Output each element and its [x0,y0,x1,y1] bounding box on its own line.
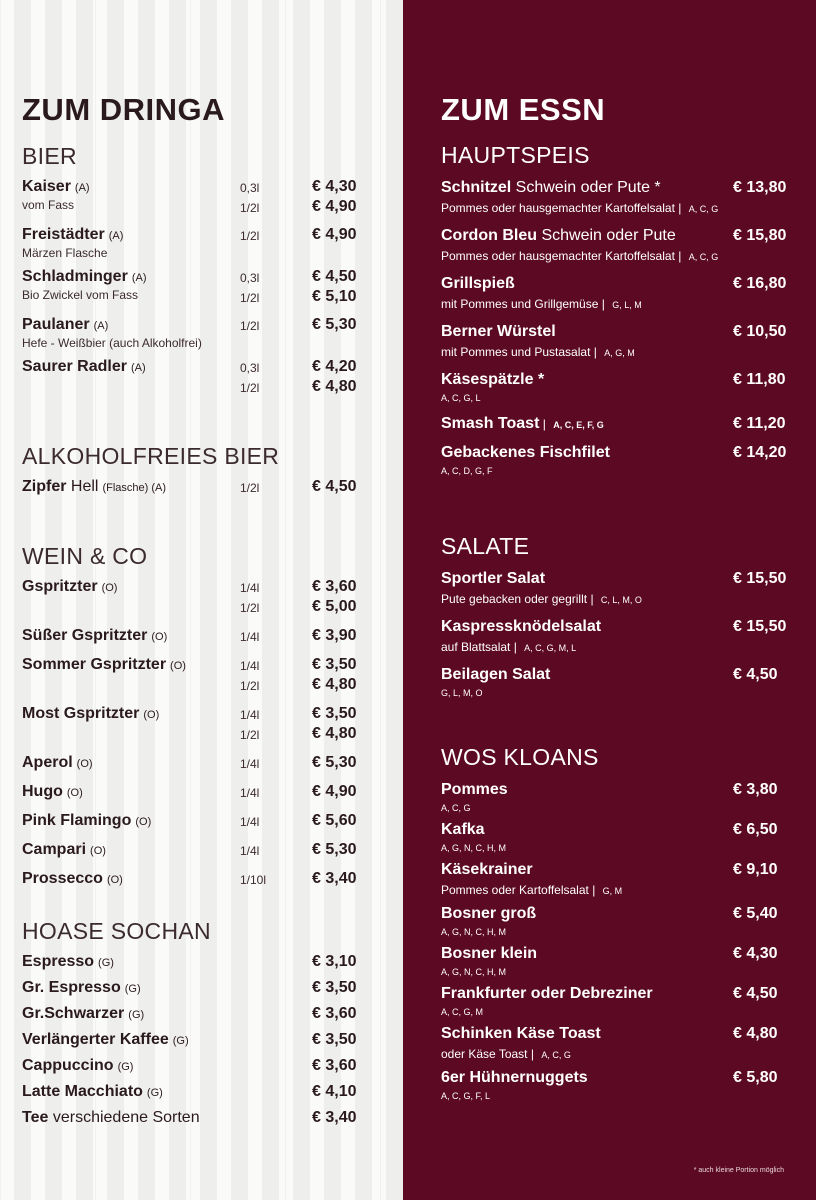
menu-item [441,179,791,215]
item-description [441,883,791,897]
item-name-text: Sportler Salat [441,570,546,587]
volume-label: 0,3l [240,181,260,195]
price-label: € 5,30 [312,754,357,771]
price-row [22,725,372,745]
price-row [22,705,372,725]
price-label: € 11,80 [733,371,786,388]
footnote: * auch kleine Portion möglich [693,1167,784,1174]
section-title: HAUPTSPEIS [441,142,590,168]
menu-item [22,178,372,218]
price-label: € 4,80 [312,378,357,395]
price-label: € 3,40 [312,870,357,887]
menu-item [22,841,372,861]
allergen-code: (A) [74,182,90,194]
allergen-code: (G) [146,1087,163,1099]
separator: | [587,592,597,606]
item-name-text: Gebackenes Fischfilet [441,444,610,461]
price-row [22,676,372,696]
price-label: € 5,80 [733,1069,778,1086]
volume-label: 1/10l [240,873,267,887]
menu-item [441,371,791,403]
item-header [441,570,791,591]
item-name-text: Verlängerter Kaffee [22,1031,169,1048]
price-label: € 5,60 [312,812,357,829]
item-name-text: Kafka [441,821,485,838]
menu-item [22,754,372,774]
menu-item [22,226,372,260]
volume-label: 1/4l [240,786,260,800]
item-header [441,781,791,802]
volume-label: 1/4l [240,581,260,595]
menu-item [441,444,791,476]
menu-item [22,656,372,696]
item-header [441,945,791,966]
price-label: € 13,80 [733,179,787,196]
volume-label: 1/4l [240,708,260,722]
item-name-text: Prossecco [22,870,103,887]
price-row [22,478,372,498]
drinks-section [22,543,372,899]
price-label: € 3,90 [312,627,357,644]
menu-item [22,478,372,498]
price-label: € 4,90 [312,198,357,215]
price-label: € 5,30 [312,316,357,333]
allergen-code: A, G, M [604,348,635,358]
volume-label: 1/2l [240,201,260,215]
price-label: € 11,20 [733,415,786,432]
item-header [441,1025,791,1046]
allergen-code: (G) [117,1061,134,1073]
price-row [22,316,372,336]
item-header [441,1069,791,1090]
description-text: Pommes oder hausgemachter Kartoffelsalat [441,249,675,263]
price-row [22,754,372,774]
item-name-text: Gr. Espresso [22,979,121,996]
item-name-text: Schinken Käse Toast [441,1025,601,1042]
item-description [441,249,791,263]
price-label: € 9,10 [733,861,778,878]
volume-label: 1/2l [240,481,260,495]
allergen-code: (O) [76,758,93,770]
item-header [441,905,791,926]
drinks-section [22,918,372,1135]
allergen-code: (O) [66,787,83,799]
description-text: Pommes oder hausgemachter Kartoffelsalat [441,201,675,215]
menu-item [441,570,791,606]
price-row [22,627,372,647]
volume-label: 1/4l [240,630,260,644]
price-row [22,178,372,198]
price-row [22,953,372,973]
menu-item [441,415,791,436]
price-label: € 3,10 [312,953,357,970]
item-name-detail: Hell [66,478,99,495]
menu-item [22,627,372,647]
section-title: ALKOHOLFREIES BIER [22,443,280,469]
price-label: € 4,90 [312,783,357,800]
section-title: WOS KLOANS [441,744,599,770]
drinks-section [22,443,372,506]
price-label: € 15,50 [733,570,787,587]
menu-item [22,1109,372,1129]
item-description [441,345,791,359]
item-name-text: 6er Hühnernuggets [441,1069,588,1086]
price-row [22,1031,372,1051]
description-text: oder Käse Toast [441,1047,528,1061]
allergen-code: (O) [170,660,186,672]
allergen-code: (A) [131,272,147,284]
separator: | [539,417,550,431]
item-header [441,821,791,842]
separator: | [588,883,599,897]
allergen-code: (Flasche) (A) [102,482,167,494]
menu-item [22,705,372,745]
volume-label: 1/4l [240,659,260,673]
menu-item [441,781,791,813]
item-description: Hefe - Weißbier (auch Alkoholfrei) [22,336,202,350]
allergen-code: A, C, G [688,252,719,262]
item-header [441,618,791,639]
section-title: HOASE SOCHAN [22,918,211,944]
menu-item [22,953,372,973]
price-label: € 3,60 [312,1057,357,1074]
menu-item [22,783,372,803]
price-label: € 5,00 [312,598,357,615]
item-name-text: Beilagen Salat [441,666,551,683]
menu-item [441,1025,791,1061]
item-name-text: Cordon Bleu [441,227,537,244]
price-label: € 3,50 [312,656,357,673]
allergen-code: (A) [108,230,124,242]
item-name-text: Gr.Schwarzer [22,1005,125,1022]
price-row [22,656,372,676]
item-name-text: Käsespätzle * [441,371,545,388]
price-label: € 6,50 [733,821,778,838]
item-description: vom Fass [22,198,75,212]
allergen-code: C, L, M, O [600,595,642,605]
item-name-text: Bosner groß [441,905,537,922]
allergen-code: A, C, E, F, G [553,420,604,430]
section-title: WEIN & CO [22,543,148,569]
separator: | [598,297,609,311]
allergen-code: (G) [128,1009,145,1021]
allergen-code: A, C, D, G, F [441,466,493,476]
allergen-code: (O) [151,631,168,643]
menu-item [441,227,791,263]
allergen-code: (G) [124,983,141,995]
menu-item [441,275,791,311]
item-name-text: Grillspieß [441,275,515,292]
price-label: € 3,50 [312,705,357,722]
section-title: BIER [22,143,77,169]
price-label: € 3,60 [312,1005,357,1022]
food-section [441,142,791,488]
item-name-text: Latte Macchiato [22,1083,143,1100]
price-label: € 4,80 [312,676,357,693]
item-name-text: Zipfer [22,478,67,495]
separator: | [674,201,685,215]
price-row [22,578,372,598]
allergen-code: A, G, N, C, H, M [441,927,507,937]
description-text: mit Pommes und Pustasalat [441,345,591,359]
menu-item [22,316,372,350]
price-row [22,378,372,398]
allergen-code: (A) [130,362,146,374]
allergen-code: (G) [172,1035,189,1047]
item-name-text: Schladminger [22,268,128,285]
menu-item [441,861,791,897]
item-description [441,1047,791,1061]
allergen-code: (O) [90,845,106,857]
price-row [22,1109,372,1129]
price-label: € 4,80 [312,725,357,742]
section-title: SALATE [441,533,530,559]
price-label: € 4,50 [733,985,778,1002]
menu-item [22,1031,372,1051]
price-label: € 5,30 [312,841,357,858]
menu-item [22,578,372,618]
menu-item [441,945,791,977]
item-header [441,179,791,200]
menu-item [441,821,791,853]
price-label: € 4,50 [312,478,357,495]
item-name-text: Schnitzel [441,179,512,196]
price-label: € 4,80 [733,1025,778,1042]
price-row [22,268,372,288]
price-label: € 4,20 [312,358,357,375]
item-description [441,640,791,654]
item-name-text: Hugo [22,783,63,800]
volume-label: 1/4l [240,815,260,829]
price-row [22,1083,372,1103]
price-label: € 15,80 [733,227,787,244]
item-description: Bio Zwickel vom Fass [22,288,139,302]
volume-label: 1/2l [240,229,260,243]
item-name-text: Bosner klein [441,945,538,962]
item-name-detail: verschiedene Sorten [48,1109,200,1126]
item-header [441,275,791,296]
item-name-text: Cappuccino [22,1057,114,1074]
price-label: € 3,80 [733,781,778,798]
item-name-text: Pommes [441,781,508,798]
item-description: Märzen Flasche [22,246,108,260]
item-header [441,323,791,344]
allergen-code: A, G, N, C, H, M [441,843,507,853]
price-label: € 15,50 [733,618,787,635]
price-row [22,979,372,999]
allergen-code: (O) [143,709,160,721]
item-header [441,985,791,1006]
price-label: € 14,20 [733,444,787,461]
item-name-text: Gspritzter [22,578,98,595]
item-name-text: Paulaner [22,316,90,333]
item-name-text: Tee [22,1109,49,1126]
allergen-code: A, C, G, L [441,393,481,403]
item-name-detail: Schwein oder Pute [537,227,676,244]
item-header [441,861,791,882]
price-label: € 5,10 [312,288,357,305]
item-name-text: Sommer Gspritzter [22,656,167,673]
volume-label: 0,3l [240,271,260,285]
price-row [22,1005,372,1025]
allergen-code: G, M [602,886,623,896]
volume-label: 1/4l [240,757,260,771]
food-section [441,744,791,1109]
separator: | [674,249,685,263]
price-label: € 3,50 [312,979,357,996]
allergen-code: A, C, G, M, L [524,643,577,653]
item-name-text: Espresso [22,953,95,970]
item-name-text: Saurer Radler [22,358,127,375]
allergen-code: (O) [101,582,118,594]
price-label: € 5,40 [733,905,778,922]
allergen-code: A, C, G [441,803,471,813]
price-label: € 4,30 [733,945,778,962]
description-text: Pute gebacken oder gegrillt [441,592,588,606]
item-name-text: Käsekrainer [441,861,533,878]
item-name-text: Kaiser [22,178,71,195]
price-label: € 4,50 [312,268,357,285]
description-text: Pommes oder Kartoffelsalat [441,883,589,897]
menu-item [22,979,372,999]
separator: | [590,345,601,359]
item-description [441,297,791,311]
item-name-text: Süßer Gspritzter [22,627,148,644]
price-label: € 3,60 [312,578,357,595]
description-text: auf Blattsalat [441,640,511,654]
item-name-text: Aperol [22,754,73,771]
menu-item [22,1057,372,1077]
allergen-code: (G) [98,957,114,969]
menu-item [441,618,791,654]
price-row [22,226,372,246]
volume-label: 1/2l [240,319,260,333]
price-row [22,783,372,803]
item-name-text: Smash Toast [441,415,540,432]
allergen-code: A, C, G [541,1050,571,1060]
price-label: € 4,50 [733,666,778,683]
allergen-code: A, G, N, C, H, M [441,967,507,977]
price-label: € 16,80 [733,275,787,292]
menu-item [22,358,372,398]
item-header [441,371,791,392]
price-row [22,870,372,890]
volume-label: 1/2l [240,679,260,693]
price-label: € 3,40 [312,1109,357,1126]
menu-item [22,268,372,308]
item-header [441,227,791,248]
menu-item [441,1069,791,1101]
item-header [441,666,791,687]
price-label: € 10,50 [733,323,787,340]
item-header [441,444,791,465]
item-description [441,592,791,606]
description-text: mit Pommes und Grillgemüse [441,297,599,311]
price-label: € 3,50 [312,1031,357,1048]
item-name-text: Freistädter [22,226,105,243]
price-label: € 4,30 [312,178,357,195]
allergen-code: A, C, G [688,204,719,214]
volume-label: 1/4l [240,844,260,858]
item-name-text: Kaspressknödelsalat [441,618,602,635]
price-row [22,288,372,308]
separator: | [527,1047,538,1061]
volume-label: 1/2l [240,291,260,305]
price-row [22,841,372,861]
allergen-code: G, L, M, O [441,688,483,698]
item-header [441,415,791,436]
item-name-text: Campari [22,841,87,858]
food-title: ZUM ESSN [441,92,606,127]
menu-item [441,323,791,359]
allergen-code: A, C, G, M [441,1007,484,1017]
price-row [22,358,372,378]
food-section [441,533,791,710]
allergen-code: (A) [93,320,109,332]
drinks-column [0,0,403,1200]
item-name-text: Most Gspritzter [22,705,140,722]
allergen-code: (O) [135,816,152,828]
menu-item [22,812,372,832]
volume-label: 1/2l [240,381,260,395]
volume-label: 1/2l [240,601,260,615]
item-description [441,201,791,215]
volume-label: 1/2l [240,728,260,742]
allergen-code: (O) [106,874,123,886]
item-name-text: Berner Würstel [441,323,556,340]
price-label: € 4,90 [312,226,357,243]
separator: | [510,640,521,654]
item-name-detail: Schwein oder Pute * [511,179,661,196]
allergen-code: G, L, M [612,300,642,310]
drinks-section [22,143,372,406]
drinks-title: ZUM DRINGA [22,92,226,127]
volume-label: 0,3l [240,361,260,375]
menu-item [22,1005,372,1025]
price-row [22,812,372,832]
price-row [22,598,372,618]
price-row [22,1057,372,1077]
allergen-code: A, C, G, F, L [441,1091,491,1101]
item-name-text: Pink Flamingo [22,812,132,829]
menu-item [441,666,791,698]
food-column [403,0,816,1200]
menu-item [441,905,791,937]
menu-item [441,985,791,1017]
price-row [22,198,372,218]
menu-item [22,1083,372,1103]
price-label: € 4,10 [312,1083,357,1100]
menu-item [22,870,372,890]
item-name-text: Frankfurter oder Debreziner [441,985,653,1002]
